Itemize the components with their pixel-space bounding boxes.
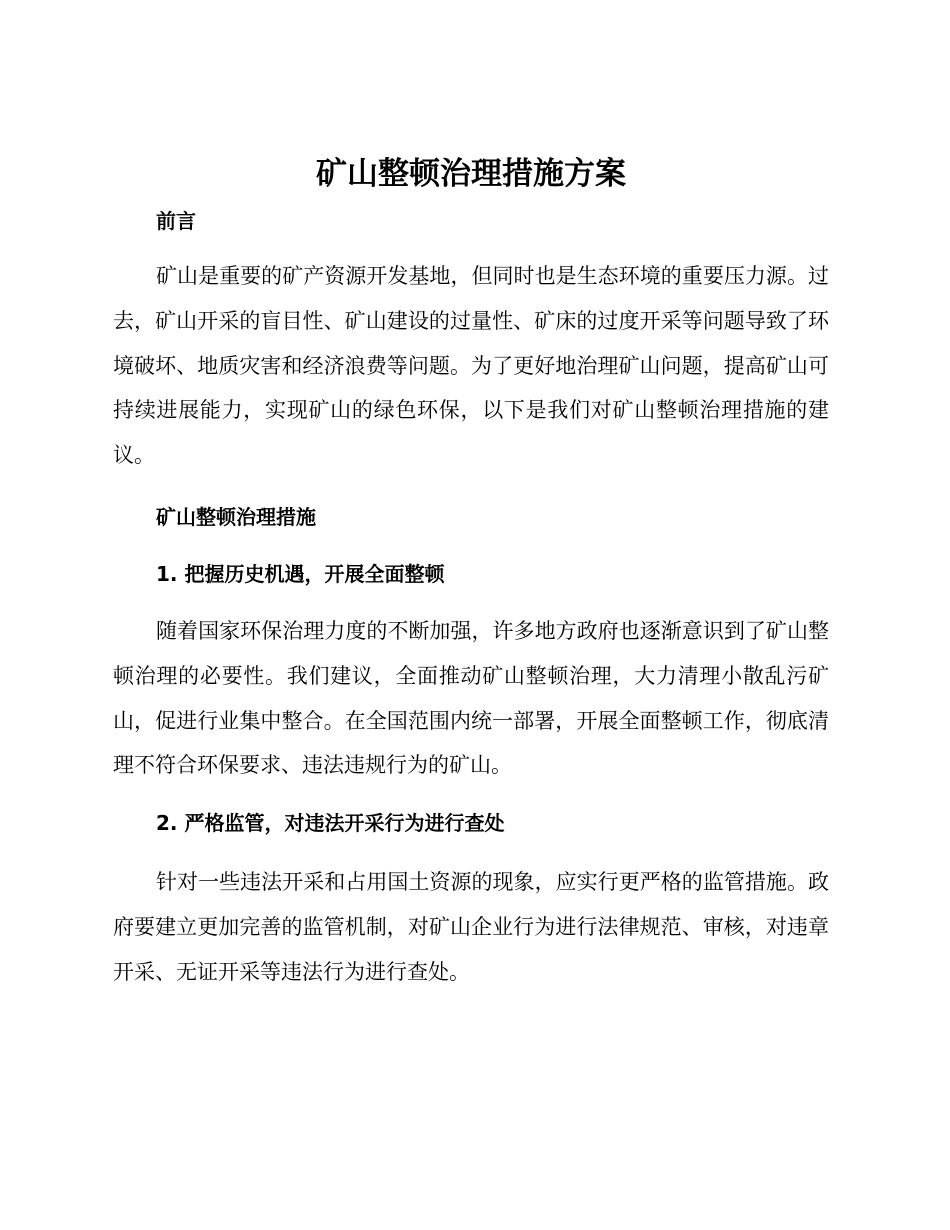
section-2-paragraph: 针对一些违法开采和占用国土资源的现象，应实行更严格的监管措施。政府要建立更加完善的监管机制，对矿山企业行为进行法律规范、审核，对违章开采、无证开采等违法行为进行查处。 bbox=[113, 870, 829, 984]
document-title: 矿山整顿治理措施方案 bbox=[316, 156, 626, 192]
section-2-heading: 2. 严格监管，对违法开采行为进行查处 bbox=[156, 811, 505, 835]
section-1-paragraph: 随着国家环保治理力度的不断加强，许多地方政府也逐渐意识到了矿山整顿治理的必要性。我们建议，全面推动矿山整顿治理，大力清理小散乱污矿山，促进行业集中整合。在全国范围内统一部署，开展全面整顿工作，彻底清理不符合环保要求、违法违规行为的矿山。 bbox=[113, 619, 829, 778]
measures-heading: 矿山整顿治理措施 bbox=[156, 505, 316, 529]
section-1-heading: 1. 把握历史机遇，开展全面整顿 bbox=[156, 562, 445, 586]
preface-paragraph: 矿山是重要的矿产资源开发基地，但同时也是生态环境的重要压力源。过去，矿山开采的盲目性、矿山建设的过量性、矿床的过度开采等问题导致了环境破坏、地质灾害和经济浪费等问题。为了更好地治理矿山问题，提高矿山可持续进展能力，实现矿山的绿色环保，以下是我们对矿山整顿治理措施的建议。 bbox=[113, 264, 829, 468]
preface-heading: 前言 bbox=[156, 209, 196, 233]
